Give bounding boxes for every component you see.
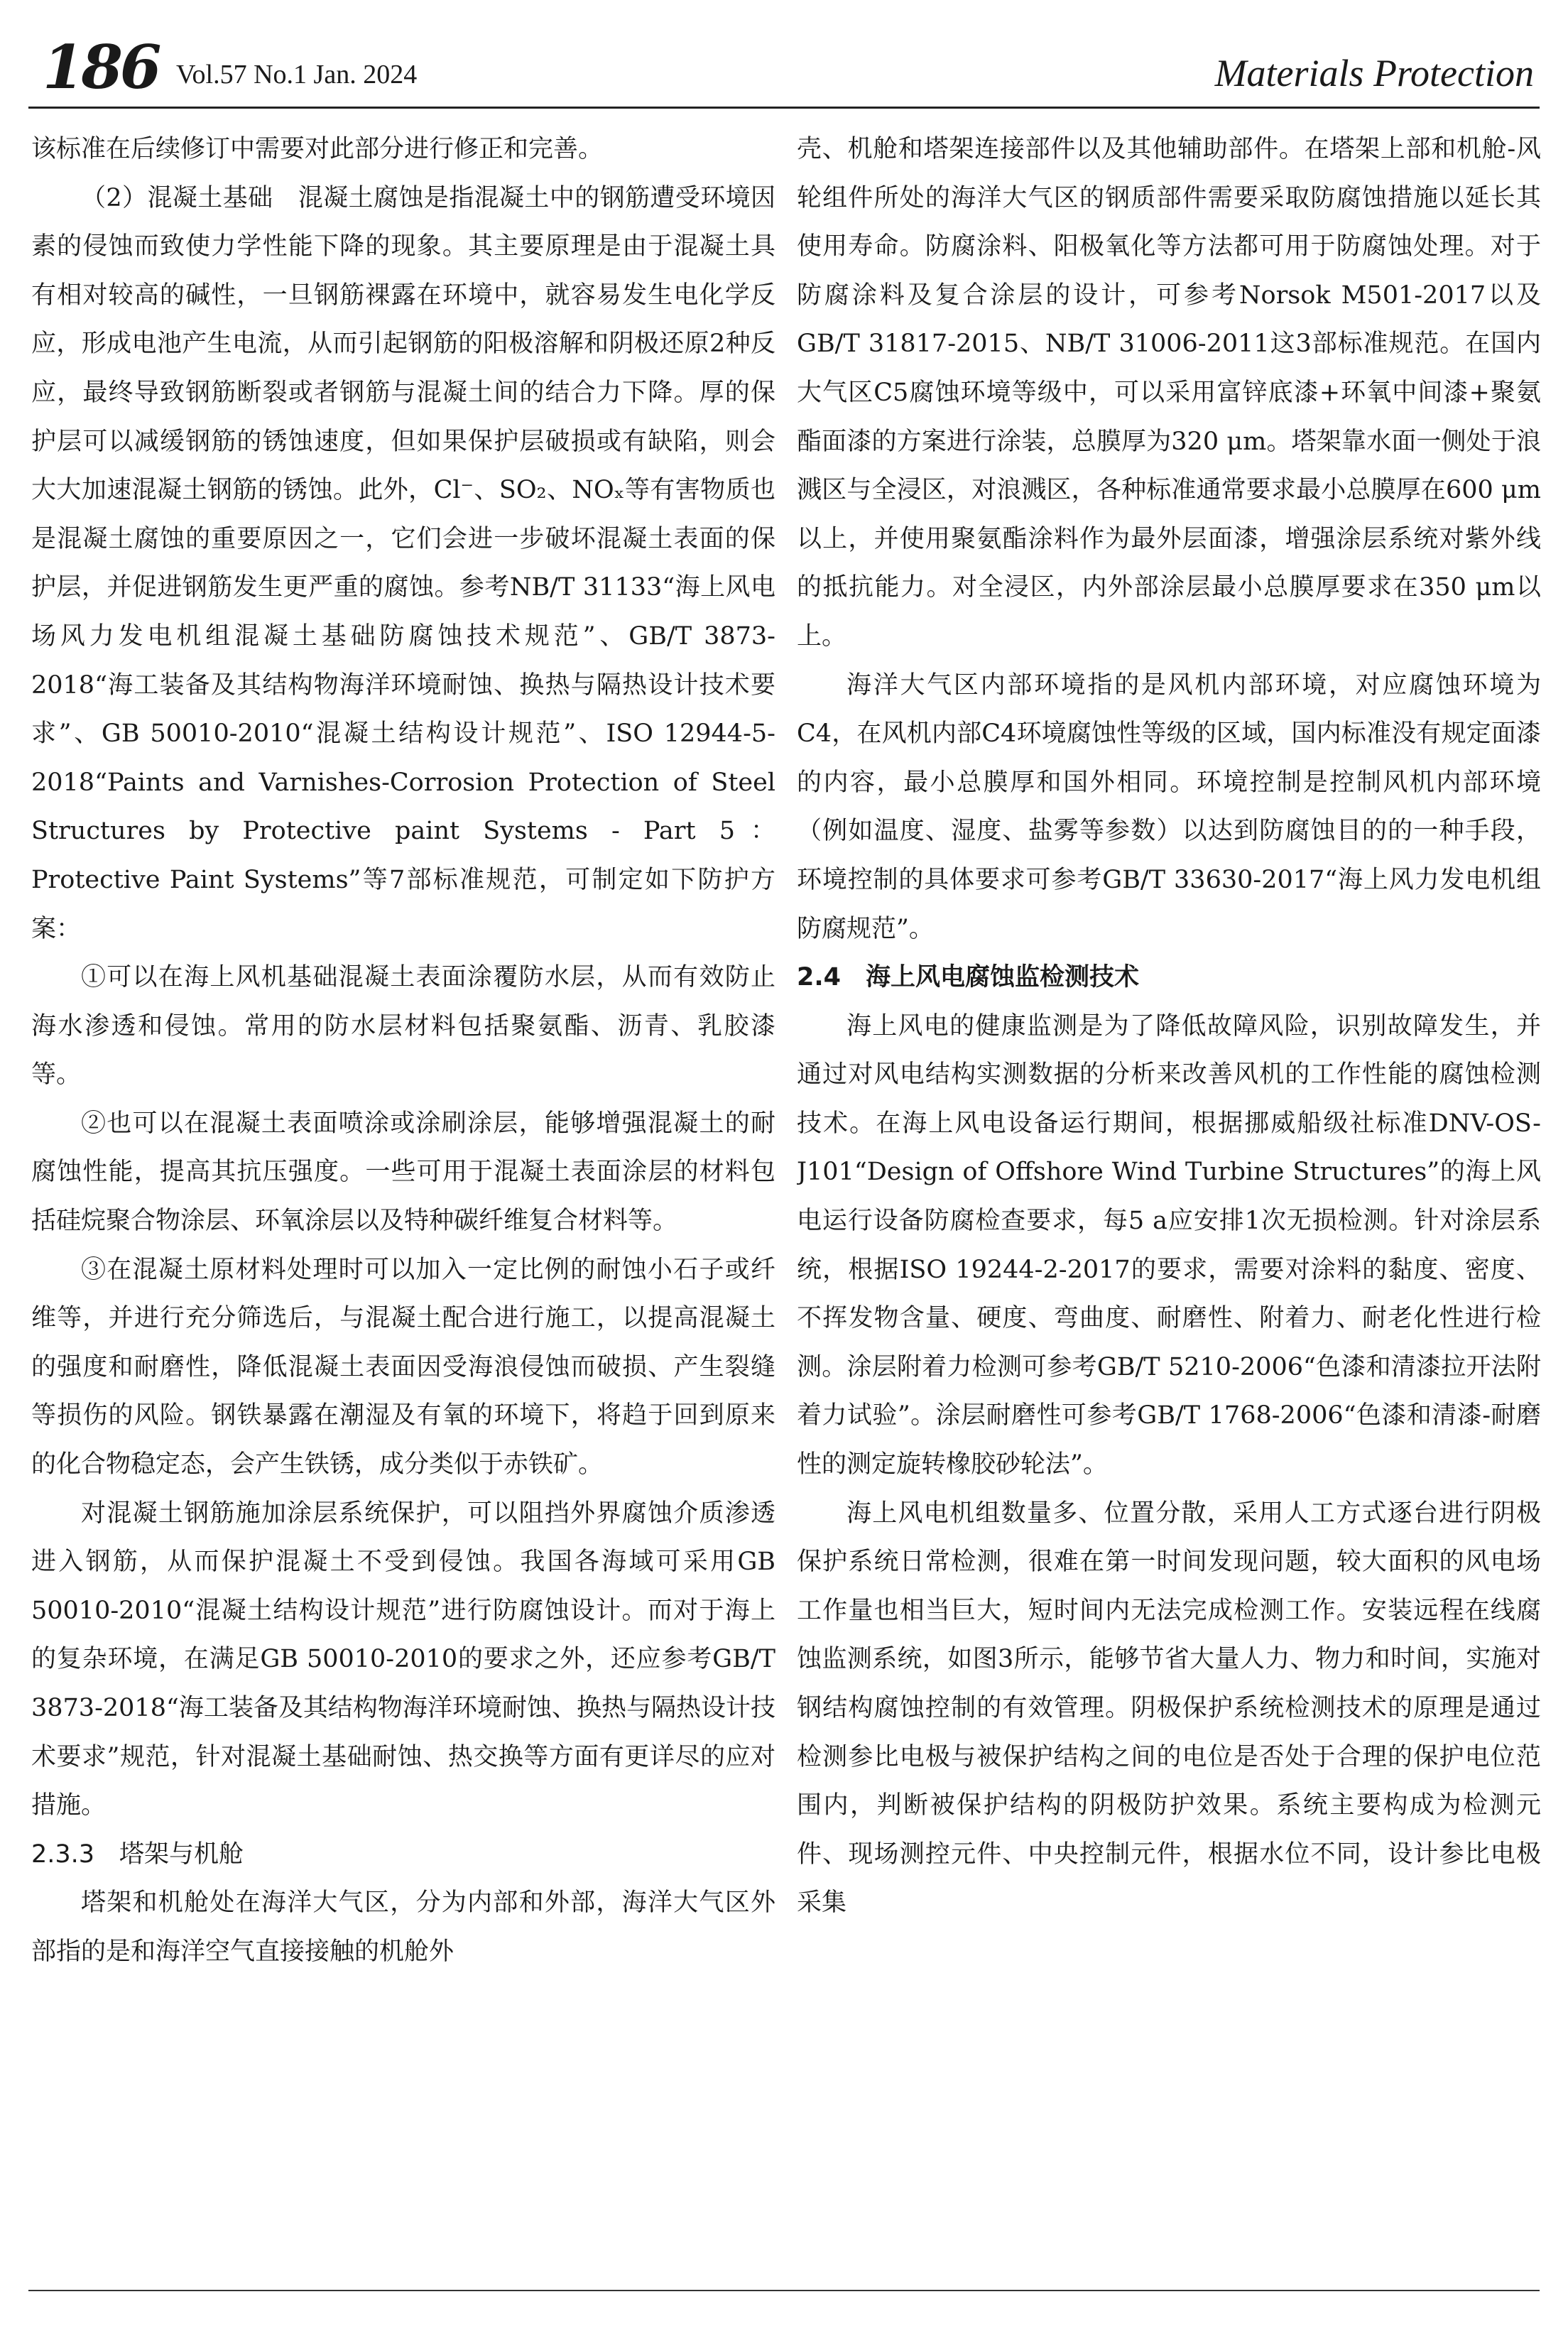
paragraph: 该标准在后续修订中需要对此部分进行修正和完善。 bbox=[31, 135, 604, 163]
right-column bbox=[797, 125, 1541, 2284]
paragraph: ②也可以在混凝土表面喷涂或涂刷涂层，能够增强混凝土的耐腐蚀性能，提高其抗压强度。一些可用于混凝土表面涂层的材料包括硅烷聚合物涂层、环氧涂层以及特种碳纤维复合材料等。 bbox=[31, 1109, 775, 1236]
page-number: 186 bbox=[43, 32, 159, 102]
footer-rule bbox=[28, 2290, 1540, 2291]
paragraph: 对混凝土钢筋施加涂层系统保护，可以阻挡外界腐蚀介质渗透进入钢筋，从而保护混凝土不受到侵蚀。我国各海域可采用GB 50010-2010“混凝土结构设计规范”进行防腐蚀设计。而对于海上的复杂环境，在满足GB 50010-2010的要求之外，还应参考GB/T 3873-2018“海工装备及其结构物海洋环境耐蚀、换热与隔热设计技术要求”规范，针对混凝土基础耐蚀、热交换等方面有更详尽的应对措施。 bbox=[31, 1499, 775, 1820]
paragraph: 海上风电机组数量多、位置分散，采用人工方式逐台进行阴极保护系统日常检测，很难在第一时间发现问题，较大面积的风电场工作量也相当巨大，短时间内无法完成检测工作。安装远程在线腐蚀监测系统，如图3所示，能够节省大量人力、物力和时间，实施对钢结构腐蚀控制的有效管理。阴极保护系统检测技术的原理是通过检测参比电极与被保护结构之间的电位是否处于合理的保护电位范围内，判断被保护结构的阴极防护效果。系统主要构成为检测元件、现场测控元件、中央控制元件，根据水位不同，设计参比电极采集 bbox=[797, 1499, 1541, 1918]
left-column bbox=[31, 125, 775, 2284]
paragraph: （2）混凝土基础 混凝土腐蚀是指混凝土中的钢筋遭受环境因素的侵蚀而致使力学性能下降的现象。其主要原理是由于混凝土具有相对较高的碱性，一旦钢筋裸露在环境中，就容易发生电化学反应，形成电池产生电流，从而引起钢筋的阳极溶解和阴极还原2种反应，最终导致钢筋断裂或者钢筋与混凝土间的结合力下降。厚的保护层可以减缓钢筋的锈蚀速度，但如果保护层破损或有缺陷，则会大大加速混凝土钢筋的锈蚀。此外，Cl⁻、SO₂、NOₓ等有害物质也是混凝土腐蚀的重要原因之一，它们会进一步破坏混凝土表面的保护层，并促进钢筋发生更严重的腐蚀。参考NB/T 31133“海上风电场风力发电机组混凝土基础防腐蚀技术规范”、GB/T 3873-2018“海工装备及其结构物海洋环境耐蚀、换热与隔热设计技术要求”、GB 50010-2010“混凝土结构设计规范”、ISO 12944-5-2018“Paints and Varnishes-Corrosion Protection of Steel Structures by Protective paint Systems - Part 5：Protective Paint Systems”等7部标准规范，可制定如下防护方案： bbox=[31, 183, 775, 943]
journal-name: Materials Protection bbox=[1214, 52, 1534, 94]
paragraph: 塔架和机舱处在海洋大气区，分为内部和外部，海洋大气区外部指的是和海洋空气直接接触的机舱外 bbox=[31, 1889, 775, 1966]
section-heading: 2.4 海上风电腐蚀监检测技术 bbox=[797, 963, 1140, 992]
paragraph: ③在混凝土原材料处理时可以加入一定比例的耐蚀小石子或纤维等，并进行充分筛选后，与混凝土配合进行施工，以提高混凝土的强度和耐磨性，降低混凝土表面因受海浪侵蚀而破损、产生裂缝等损伤的风险。钢铁暴露在潮湿及有氧的环境下，将趋于回到原来的化合物稳定态，会产生铁锈，成分类似于赤铁矿。 bbox=[31, 1255, 775, 1479]
issue-info: Vol.57 No.1 Jan. 2024 bbox=[176, 60, 418, 89]
paragraph: ①可以在海上风机基础混凝土表面涂覆防水层，从而有效防止海水渗透和侵蚀。常用的防水层材料包括聚氨酯、沥青、乳胶漆等。 bbox=[31, 963, 775, 1090]
paragraph: 海上风电的健康监测是为了降低故障风险，识别故障发生，并通过对风电结构实测数据的分析来改善风机的工作性能的腐蚀检测技术。在海上风电设备运行期间，根据挪威船级社标准DNV-OS-J101“Design of Offshore Wind Turbine Structures”的海上风电运行设备防腐检查要求，每5 a应安排1次无损检测。针对涂层系统，根据ISO 19244-2-2017的要求，需要对涂料的黏度、密度、不挥发物含量、硬度、弯曲度、耐磨性、附着力、耐老化性进行检测。涂层附着力检测可参考GB/T 5210-2006“色漆和清漆拉开法附着力试验”。涂层耐磨性可参考GB/T 1768-2006“色漆和清漆-耐磨性的测定旋转橡胶砂轮法”。 bbox=[797, 1011, 1541, 1479]
subsection-heading: 2.3.3 塔架与机舱 bbox=[31, 1840, 244, 1869]
header-rule bbox=[28, 107, 1540, 109]
page-header bbox=[28, 32, 1540, 102]
paragraph: 海洋大气区内部环境指的是风机内部环境，对应腐蚀环境为C4，在风机内部C4环境腐蚀性等级的区域，国内标准没有规定面漆的内容，最小总膜厚和国外相同。环境控制是控制风机内部环境（例如温度、湿度、盐雾等参数）以达到防腐蚀目的的一种手段，环境控制的具体要求可参考GB/T 33630-2017“海上风力发电机组防腐规范”。 bbox=[797, 670, 1541, 943]
paragraph: 壳、机舱和塔架连接部件以及其他辅助部件。在塔架上部和机舱-风轮组件所处的海洋大气区的钢质部件需要采取防腐蚀措施以延长其使用寿命。防腐涂料、阳极氧化等方法都可用于防腐蚀处理。对于防腐涂料及复合涂层的设计，可参考Norsok M501-2017以及GB/T 31817-2015、NB/T 31006-2011这3部标准规范。在国内大气区C5腐蚀环境等级中，可以采用富锌底漆+环氧中间漆+聚氨酯面漆的方案进行涂装，总膜厚为320 μm。塔架靠水面一侧处于浪溅区与全浸区，对浪溅区，各种标准通常要求最小总膜厚在600 μm以上，并使用聚氨酯涂料作为最外层面漆，增强涂层系统对紫外线的抵抗能力。对全浸区，内外部涂层最小总膜厚要求在350 μm以上。 bbox=[797, 135, 1541, 651]
